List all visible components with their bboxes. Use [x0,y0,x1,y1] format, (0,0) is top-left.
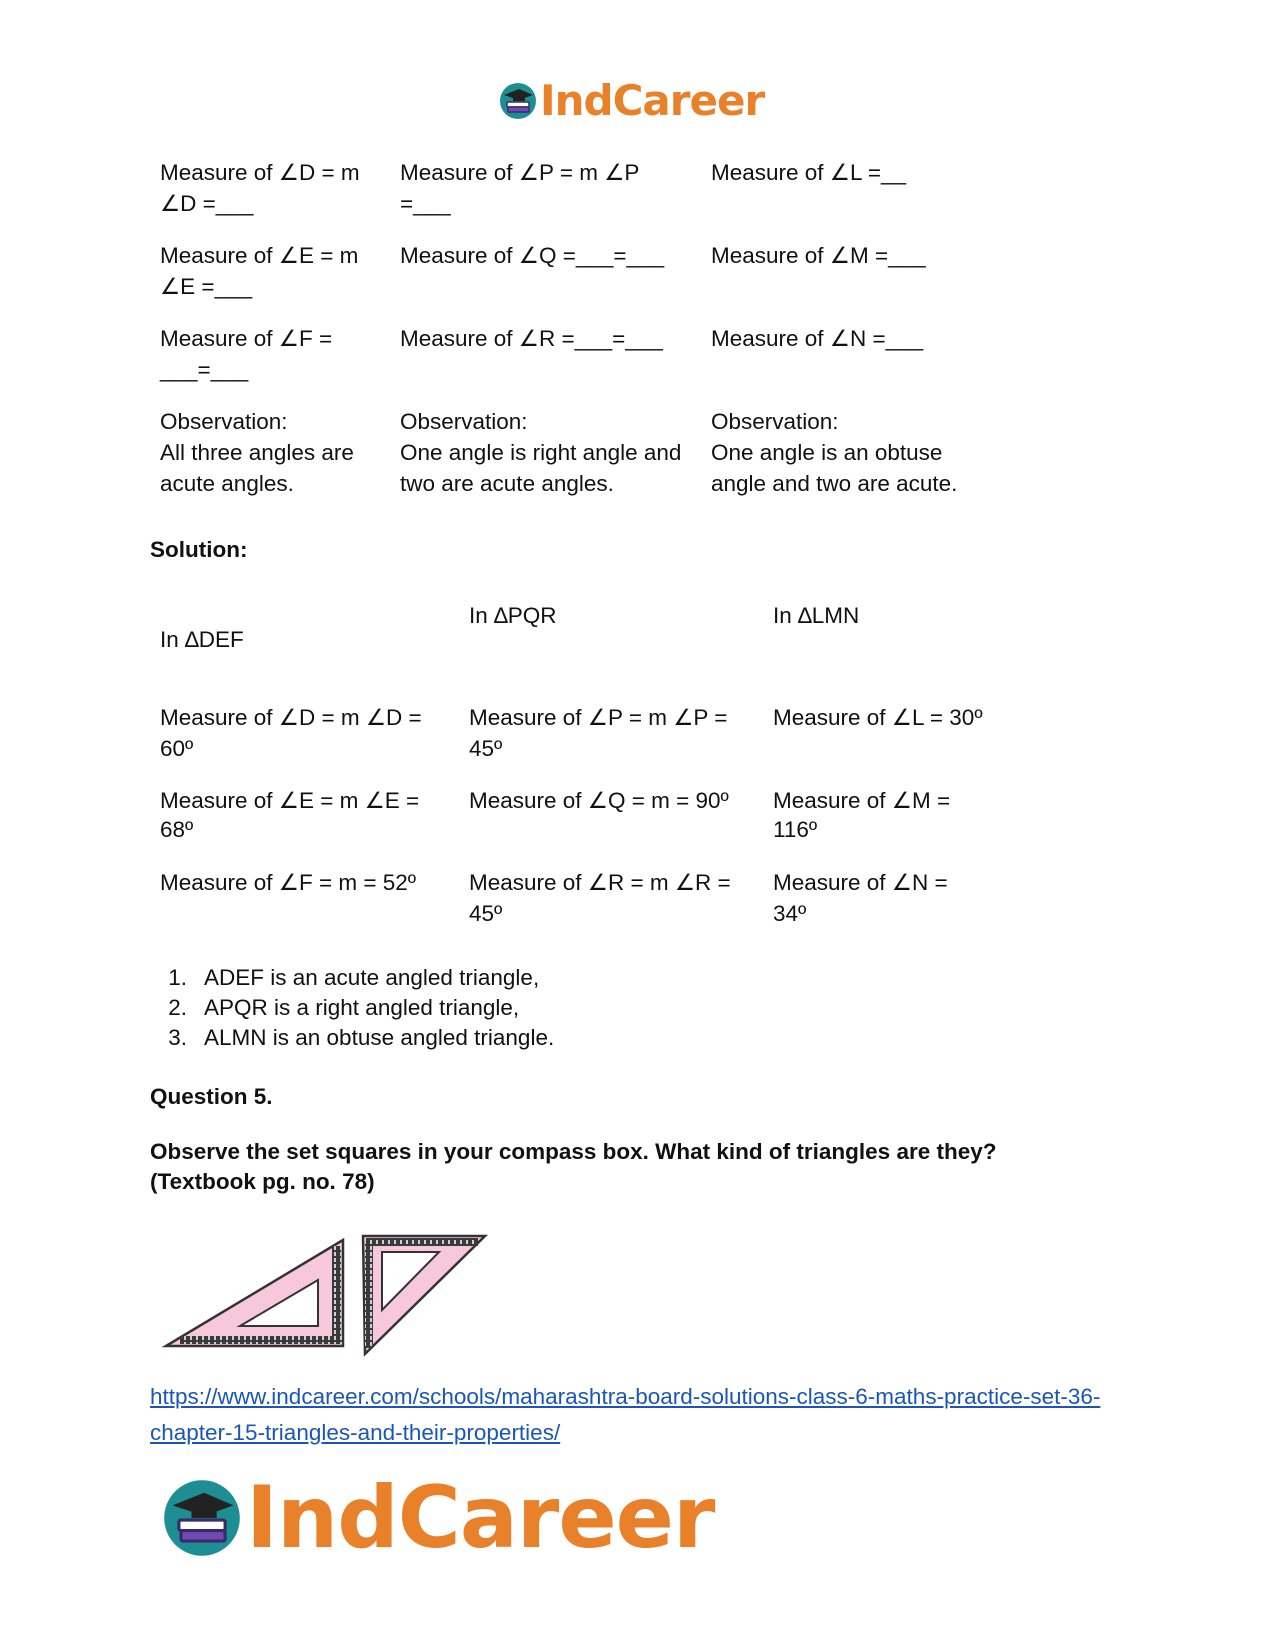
table-cell: Measure of ∠F = m = 52º [160,870,416,895]
list-item [150,1023,554,1053]
table-cell: =___ [400,191,451,216]
table-cell: 68º [160,817,194,842]
table-cell: ___=___ [160,357,249,382]
conclusion-list [150,963,554,1053]
observation-text: One angle is an obtuse [711,440,943,465]
table-cell: Measure of ∠R =___=___ [400,326,663,351]
table-cell: ∠E =___ [160,274,253,299]
table-cell: 60º [160,736,194,761]
source-link[interactable]: chapter-15-triangles-and-their-properties/ [150,1420,561,1445]
footer-logo[interactable] [160,1468,714,1568]
observation-text: two are acute angles. [400,471,614,496]
table-cell: Measure of ∠R = m ∠R = [469,870,731,895]
table-cell: Measure of ∠D = m ∠D = [160,705,422,730]
logo-wordmark: IndCareer [540,76,765,125]
list-number: 1. [168,965,187,990]
table-cell: Measure of ∠L =__ [711,160,907,185]
table-cell: Measure of ∠L = 30º [773,705,983,730]
table-cell: Measure of ∠Q = m = 90º [469,788,729,813]
list-text: ADEF is an acute angled triangle, [204,965,540,990]
set-squares-illustration [158,1228,498,1358]
question-text: Observe the set squares in your compass box. What kind of triangles are they? [150,1139,997,1164]
observation-label: Observation: [160,409,288,434]
question-text: (Textbook pg. no. 78) [150,1169,375,1194]
table-cell: 116º [773,817,818,842]
observation-label: Observation: [711,409,839,434]
graduation-cap-books-logo-icon [498,81,538,121]
list-number: 2. [168,995,187,1020]
table-cell: Measure of ∠D = m [160,160,360,185]
question-title: Question 5. [150,1084,273,1109]
source-link[interactable]: https://www.indcareer.com/schools/maharashtra-board-solutions-class-6-maths-practice-set-36- [150,1384,1101,1409]
observation-label: Observation: [400,409,528,434]
table-cell: Measure of ∠M = [773,788,951,813]
header-logo[interactable] [498,76,764,125]
table-cell: Measure of ∠P = m ∠P [400,160,640,185]
table-cell: Measure of ∠F = [160,326,333,351]
list-item [150,963,554,993]
table-header: In ∆DEF [160,627,244,652]
table-cell: 45º [469,736,503,761]
table-cell: Measure of ∠E = m [160,243,359,268]
list-number: 3. [168,1025,187,1050]
table-cell: Measure of ∠Q =___=___ [400,243,665,268]
list-text: ALMN is an obtuse angled triangle. [204,1025,555,1050]
table-cell: Measure of ∠E = m ∠E = [160,788,420,813]
list-text: APQR is a right angled triangle, [204,995,520,1020]
table-cell: 34º [773,901,807,926]
observation-text: One angle is right angle and [400,440,682,465]
table-cell: 45º [469,901,503,926]
solution-heading: Solution: [150,537,248,562]
graduation-cap-books-logo-icon [160,1476,244,1560]
table-cell: ∠D =___ [160,191,254,216]
table-cell: Measure of ∠N =___ [711,326,924,351]
table-cell: Measure of ∠N = [773,870,948,895]
table-header: In ∆LMN [773,603,860,628]
observation-text: angle and two are acute. [711,471,958,496]
table-cell: Measure of ∠M =___ [711,243,926,268]
logo-wordmark: IndCareer [246,1468,715,1568]
table-header: In ∆PQR [469,603,557,628]
observation-text: acute angles. [160,471,294,496]
table-cell: Measure of ∠P = m ∠P = [469,705,728,730]
list-item [150,993,554,1023]
observation-text: All three angles are [160,440,354,465]
